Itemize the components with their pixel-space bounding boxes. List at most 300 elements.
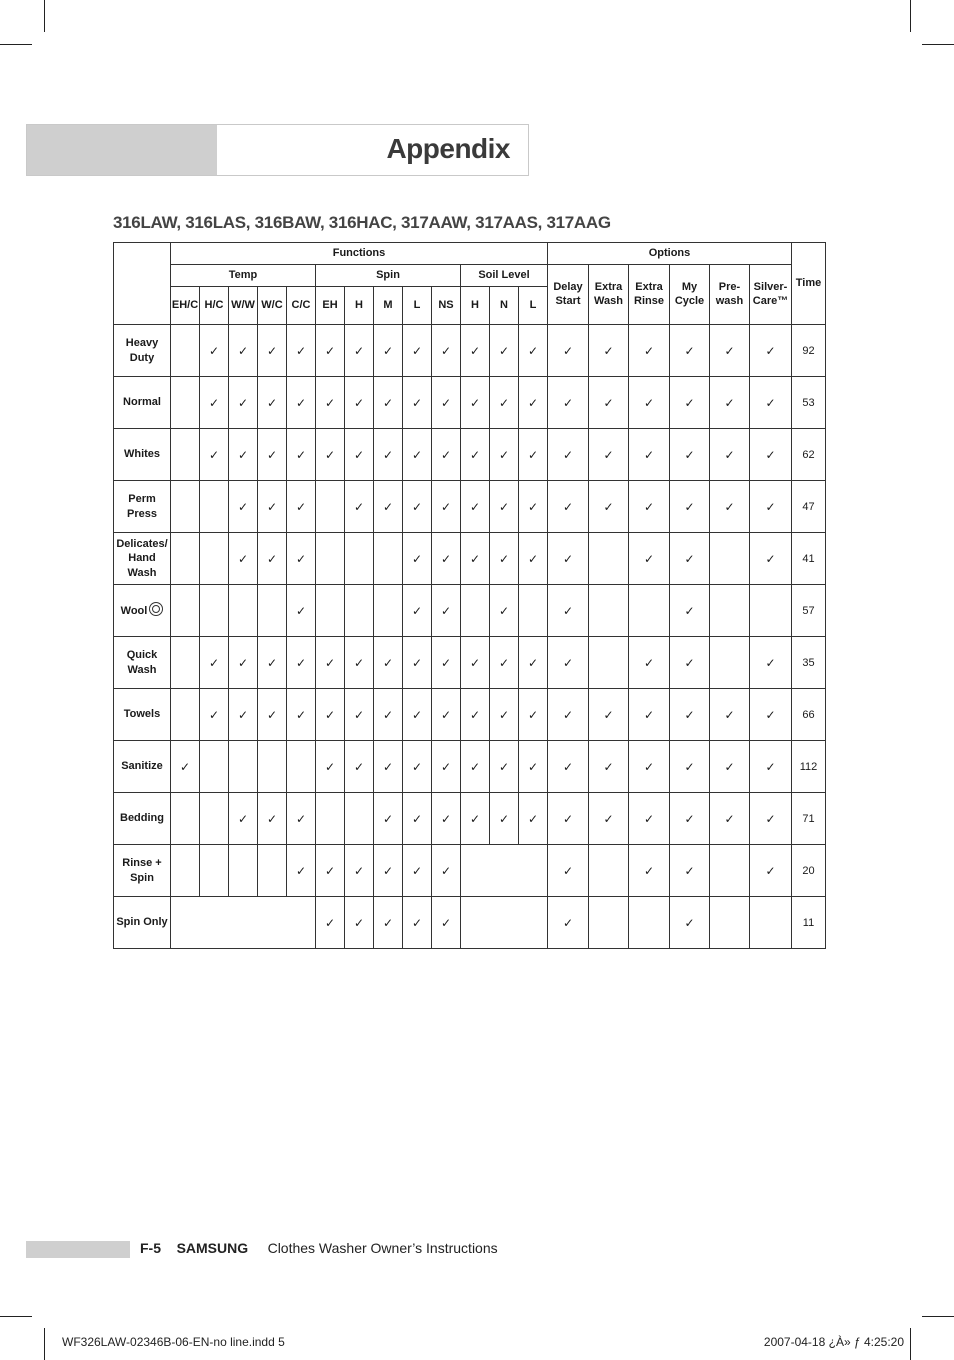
checkmark-icon: ✓ <box>208 707 220 722</box>
option-col-header: My Cycle <box>670 265 710 325</box>
check-cell <box>629 481 670 533</box>
checkmark-icon: ✓ <box>562 447 574 462</box>
checkmark-icon: ✓ <box>684 499 695 514</box>
check-cell <box>629 533 670 585</box>
check-cell <box>258 533 287 585</box>
crop-mark <box>922 1316 954 1317</box>
check-cell <box>670 793 710 845</box>
check-cell <box>432 585 461 637</box>
checkmark-icon: ✓ <box>324 447 336 462</box>
checkmark-icon: ✓ <box>266 551 278 566</box>
checkmark-icon: ✓ <box>382 915 394 930</box>
check-cell <box>670 689 710 741</box>
check-cell <box>171 481 200 533</box>
check-cell <box>287 637 316 689</box>
checkmark-icon: ✓ <box>237 655 249 670</box>
check-cell <box>200 585 229 637</box>
checkmark-icon: ✓ <box>684 915 695 930</box>
check-cell <box>316 741 345 793</box>
check-cell <box>750 481 792 533</box>
merged-cell <box>461 897 548 949</box>
checkmark-icon: ✓ <box>353 447 365 462</box>
check-cell <box>258 429 287 481</box>
temp-header: Temp <box>171 265 316 287</box>
checkmark-icon: ✓ <box>440 499 452 514</box>
check-cell <box>432 793 461 845</box>
spin-col-header: M <box>374 287 403 325</box>
page-number: F-5 <box>140 1240 161 1256</box>
check-cell <box>548 845 589 897</box>
checkmark-icon: ✓ <box>440 343 452 358</box>
crop-mark <box>44 0 45 32</box>
checkmark-icon: ✓ <box>562 863 574 878</box>
check-cell <box>629 741 670 793</box>
check-cell <box>629 429 670 481</box>
program-name <box>114 689 171 741</box>
check-cell <box>710 741 750 793</box>
check-cell <box>461 481 490 533</box>
check-cell <box>670 845 710 897</box>
checkmark-icon: ✓ <box>324 655 336 670</box>
spin-col-header: L <box>403 287 432 325</box>
checkmark-icon: ✓ <box>324 915 336 930</box>
checkmark-icon: ✓ <box>643 655 655 670</box>
check-cell <box>461 689 490 741</box>
program-name <box>114 845 171 897</box>
check-cell <box>461 793 490 845</box>
checkmark-icon: ✓ <box>469 759 481 774</box>
program-name <box>114 585 171 637</box>
checkmark-icon: ✓ <box>765 343 776 358</box>
check-cell <box>258 845 287 897</box>
check-cell <box>629 585 670 637</box>
checkmark-icon: ✓ <box>237 447 249 462</box>
footer-band <box>26 1241 130 1258</box>
check-cell <box>750 845 792 897</box>
model-list: 316LAW, 316LAS, 316BAW, 316HAC, 317AAW, 317AAS, 317AAG <box>113 213 611 232</box>
checkmark-icon: ✓ <box>643 551 655 566</box>
check-cell <box>629 897 670 949</box>
check-cell <box>258 637 287 689</box>
check-cell <box>710 377 750 429</box>
checkmark-icon: ✓ <box>411 811 423 826</box>
cycle-time: 47 <box>792 481 826 533</box>
checkmark-icon: ✓ <box>498 343 510 358</box>
check-cell <box>200 741 229 793</box>
check-cell <box>490 689 519 741</box>
checkmark-icon: ✓ <box>603 395 614 410</box>
program-name <box>114 793 171 845</box>
check-cell <box>403 585 432 637</box>
check-cell <box>629 377 670 429</box>
checkmark-icon: ✓ <box>237 395 249 410</box>
checkmark-icon: ✓ <box>411 863 423 878</box>
checkmark-icon: ✓ <box>684 655 695 670</box>
checkmark-icon: ✓ <box>603 447 614 462</box>
table-row <box>114 481 826 533</box>
check-cell <box>200 325 229 377</box>
checkmark-icon: ✓ <box>353 915 365 930</box>
check-cell <box>750 793 792 845</box>
checkmark-icon: ✓ <box>765 655 776 670</box>
program-name <box>114 533 171 585</box>
option-col-header: Extra Wash <box>589 265 629 325</box>
checkmark-icon: ✓ <box>562 707 574 722</box>
check-cell <box>629 793 670 845</box>
check-cell <box>548 793 589 845</box>
checkmark-icon: ✓ <box>382 343 394 358</box>
check-cell <box>629 689 670 741</box>
check-cell <box>171 741 200 793</box>
check-cell <box>316 481 345 533</box>
checkmark-icon: ✓ <box>382 811 394 826</box>
check-cell <box>710 897 750 949</box>
checkmark-icon: ✓ <box>237 551 249 566</box>
check-cell <box>589 585 629 637</box>
program-label: Quick Wash <box>126 649 158 676</box>
checkmark-icon: ✓ <box>498 811 510 826</box>
checkmark-icon: ✓ <box>765 395 776 410</box>
check-cell <box>670 533 710 585</box>
checkmark-icon: ✓ <box>765 811 776 826</box>
check-cell <box>200 637 229 689</box>
check-cell <box>710 793 750 845</box>
check-cell <box>287 689 316 741</box>
checkmark-icon: ✓ <box>498 447 510 462</box>
checkmark-icon: ✓ <box>643 811 655 826</box>
soil-col-header: H <box>461 287 490 325</box>
checkmark-icon: ✓ <box>643 447 655 462</box>
checkmark-icon: ✓ <box>643 863 655 878</box>
check-cell <box>589 689 629 741</box>
spin-col-header: NS <box>432 287 461 325</box>
checkmark-icon: ✓ <box>353 863 365 878</box>
checkmark-icon: ✓ <box>469 447 481 462</box>
merged-cell <box>461 845 548 897</box>
cycle-time: 53 <box>792 377 826 429</box>
options-header: Options <box>548 243 792 265</box>
check-cell <box>519 741 548 793</box>
checkmark-icon: ✓ <box>562 655 574 670</box>
check-cell <box>461 637 490 689</box>
checkmark-icon: ✓ <box>295 655 307 670</box>
table-row <box>114 377 826 429</box>
check-cell <box>589 793 629 845</box>
checkmark-icon: ✓ <box>643 759 655 774</box>
temp-col-header: C/C <box>287 287 316 325</box>
check-cell <box>316 377 345 429</box>
check-cell <box>403 533 432 585</box>
checkmark-icon: ✓ <box>353 343 365 358</box>
check-cell <box>670 481 710 533</box>
check-cell <box>710 585 750 637</box>
check-cell <box>200 845 229 897</box>
check-cell <box>750 637 792 689</box>
check-cell <box>171 533 200 585</box>
check-cell <box>403 793 432 845</box>
corner-cell <box>114 243 171 325</box>
checkmark-icon: ✓ <box>295 343 307 358</box>
check-cell <box>374 845 403 897</box>
checkmark-icon: ✓ <box>295 811 307 826</box>
checkmark-icon: ✓ <box>469 655 481 670</box>
check-cell <box>548 325 589 377</box>
check-cell <box>432 637 461 689</box>
checkmark-icon: ✓ <box>411 759 423 774</box>
check-cell <box>200 793 229 845</box>
checkmark-icon: ✓ <box>498 551 510 566</box>
check-cell <box>589 325 629 377</box>
check-cell <box>670 429 710 481</box>
temp-col-header: EH/C <box>171 287 200 325</box>
checkmark-icon: ✓ <box>603 759 614 774</box>
program-label: Perm Press <box>127 493 157 520</box>
check-cell <box>374 533 403 585</box>
check-cell <box>490 377 519 429</box>
program-label: Heavy Duty <box>125 337 159 364</box>
checkmark-icon: ✓ <box>382 655 394 670</box>
check-cell <box>403 689 432 741</box>
check-cell <box>316 897 345 949</box>
check-cell <box>670 637 710 689</box>
table-row <box>114 325 826 377</box>
checkmark-icon: ✓ <box>382 707 394 722</box>
cycle-time: 20 <box>792 845 826 897</box>
check-cell <box>171 377 200 429</box>
time-header: Time <box>792 243 826 325</box>
check-cell <box>316 689 345 741</box>
check-cell <box>316 637 345 689</box>
check-cell <box>750 741 792 793</box>
check-cell <box>432 897 461 949</box>
header-tab <box>27 125 217 175</box>
table-row <box>114 585 826 637</box>
check-cell <box>374 637 403 689</box>
program-name <box>114 377 171 429</box>
check-cell <box>710 325 750 377</box>
check-cell <box>374 481 403 533</box>
checkmark-icon: ✓ <box>765 551 776 566</box>
program-name <box>114 325 171 377</box>
checkmark-icon: ✓ <box>295 447 307 462</box>
check-cell <box>519 637 548 689</box>
check-cell <box>258 481 287 533</box>
check-cell <box>670 325 710 377</box>
page-title: Appendix <box>386 133 510 164</box>
checkmark-icon: ✓ <box>353 499 365 514</box>
print-slug-file: WF326LAW-02346B-06-EN-no line.indd 5 <box>62 1335 285 1349</box>
checkmark-icon: ✓ <box>562 395 574 410</box>
option-col-header: Extra Rinse <box>629 265 670 325</box>
checkmark-icon: ✓ <box>765 759 776 774</box>
checkmark-icon: ✓ <box>295 707 307 722</box>
check-cell <box>403 845 432 897</box>
check-cell <box>519 689 548 741</box>
checkmark-icon: ✓ <box>684 343 695 358</box>
cycle-time: 11 <box>792 897 826 949</box>
check-cell <box>229 585 258 637</box>
check-cell <box>287 429 316 481</box>
check-cell <box>490 793 519 845</box>
check-cell <box>287 793 316 845</box>
option-col-header: Pre-wash <box>710 265 750 325</box>
check-cell <box>316 429 345 481</box>
checkmark-icon: ✓ <box>469 551 481 566</box>
check-cell <box>287 741 316 793</box>
soil-col-header: N <box>490 287 519 325</box>
checkmark-icon: ✓ <box>411 551 423 566</box>
check-cell <box>589 481 629 533</box>
check-cell <box>432 533 461 585</box>
check-cell <box>345 325 374 377</box>
check-cell <box>670 585 710 637</box>
temp-col-header: H/C <box>200 287 229 325</box>
check-cell <box>548 585 589 637</box>
spin-header: Spin <box>316 265 461 287</box>
checkmark-icon: ✓ <box>237 499 249 514</box>
check-cell <box>490 637 519 689</box>
checkmark-icon: ✓ <box>562 551 574 566</box>
cycle-options-table <box>113 242 826 949</box>
checkmark-icon: ✓ <box>724 447 735 462</box>
checkmark-icon: ✓ <box>295 863 307 878</box>
checkmark-icon: ✓ <box>353 655 365 670</box>
program-label: Rinse + Spin <box>122 857 162 884</box>
checkmark-icon: ✓ <box>411 499 423 514</box>
checkmark-icon: ✓ <box>411 707 423 722</box>
check-cell <box>258 793 287 845</box>
checkmark-icon: ✓ <box>643 343 655 358</box>
check-cell <box>403 377 432 429</box>
check-cell <box>229 377 258 429</box>
crop-mark <box>44 1328 45 1360</box>
checkmark-icon: ✓ <box>440 863 452 878</box>
table-row <box>114 689 826 741</box>
check-cell <box>374 377 403 429</box>
checkmark-icon: ✓ <box>411 915 423 930</box>
wool-icon <box>149 602 163 616</box>
check-cell <box>432 481 461 533</box>
check-cell <box>287 585 316 637</box>
checkmark-icon: ✓ <box>498 655 510 670</box>
checkmark-icon: ✓ <box>562 603 574 618</box>
checkmark-icon: ✓ <box>324 707 336 722</box>
check-cell <box>432 325 461 377</box>
check-cell <box>316 325 345 377</box>
check-cell <box>670 897 710 949</box>
checkmark-icon: ✓ <box>266 707 278 722</box>
check-cell <box>374 585 403 637</box>
check-cell <box>432 845 461 897</box>
checkmark-icon: ✓ <box>562 499 574 514</box>
check-cell <box>287 377 316 429</box>
program-label: Bedding <box>120 812 164 825</box>
checkmark-icon: ✓ <box>603 707 614 722</box>
program-name <box>114 637 171 689</box>
cycle-time: 35 <box>792 637 826 689</box>
checkmark-icon: ✓ <box>411 655 423 670</box>
check-cell <box>432 741 461 793</box>
checkmark-icon: ✓ <box>411 447 423 462</box>
checkmark-icon: ✓ <box>603 343 614 358</box>
check-cell <box>345 637 374 689</box>
cycle-time: 71 <box>792 793 826 845</box>
check-cell <box>548 429 589 481</box>
checkmark-icon: ✓ <box>603 499 614 514</box>
check-cell <box>670 377 710 429</box>
check-cell <box>200 377 229 429</box>
checkmark-icon: ✓ <box>440 551 452 566</box>
checkmark-icon: ✓ <box>684 395 695 410</box>
check-cell <box>229 793 258 845</box>
check-cell <box>287 481 316 533</box>
check-cell <box>171 429 200 481</box>
checkmark-icon: ✓ <box>179 759 191 774</box>
checkmark-icon: ✓ <box>324 863 336 878</box>
checkmark-icon: ✓ <box>440 915 452 930</box>
checkmark-icon: ✓ <box>724 707 735 722</box>
checkmark-icon: ✓ <box>237 811 249 826</box>
program-name <box>114 741 171 793</box>
checkmark-icon: ✓ <box>527 655 539 670</box>
checkmark-icon: ✓ <box>266 499 278 514</box>
table-row <box>114 793 826 845</box>
checkmark-icon: ✓ <box>724 499 735 514</box>
check-cell <box>345 377 374 429</box>
check-cell <box>750 689 792 741</box>
check-cell <box>374 793 403 845</box>
checkmark-icon: ✓ <box>411 343 423 358</box>
checkmark-icon: ✓ <box>266 395 278 410</box>
check-cell <box>589 429 629 481</box>
check-cell <box>200 533 229 585</box>
checkmark-icon: ✓ <box>498 603 510 618</box>
checkmark-icon: ✓ <box>498 499 510 514</box>
checkmark-icon: ✓ <box>440 395 452 410</box>
table-row <box>114 637 826 689</box>
check-cell <box>171 845 200 897</box>
check-cell <box>345 429 374 481</box>
check-cell <box>345 533 374 585</box>
check-cell <box>171 689 200 741</box>
program-name <box>114 481 171 533</box>
print-slug-stamp: 2007-04-18 ¿À» ƒ 4:25:20 <box>763 1335 904 1349</box>
check-cell <box>710 845 750 897</box>
check-cell <box>316 793 345 845</box>
check-cell <box>548 637 589 689</box>
check-cell <box>171 793 200 845</box>
check-cell <box>490 481 519 533</box>
check-cell <box>345 845 374 897</box>
checkmark-icon: ✓ <box>643 395 655 410</box>
check-cell <box>548 481 589 533</box>
checkmark-icon: ✓ <box>353 707 365 722</box>
check-cell <box>200 689 229 741</box>
checkmark-icon: ✓ <box>324 343 336 358</box>
check-cell <box>710 637 750 689</box>
check-cell <box>490 533 519 585</box>
checkmark-icon: ✓ <box>469 395 481 410</box>
check-cell <box>374 689 403 741</box>
check-cell <box>710 429 750 481</box>
check-cell <box>548 689 589 741</box>
checkmark-icon: ✓ <box>469 343 481 358</box>
check-cell <box>710 533 750 585</box>
checkmark-icon: ✓ <box>324 759 336 774</box>
check-cell <box>710 689 750 741</box>
check-cell <box>403 429 432 481</box>
cycle-time: 57 <box>792 585 826 637</box>
